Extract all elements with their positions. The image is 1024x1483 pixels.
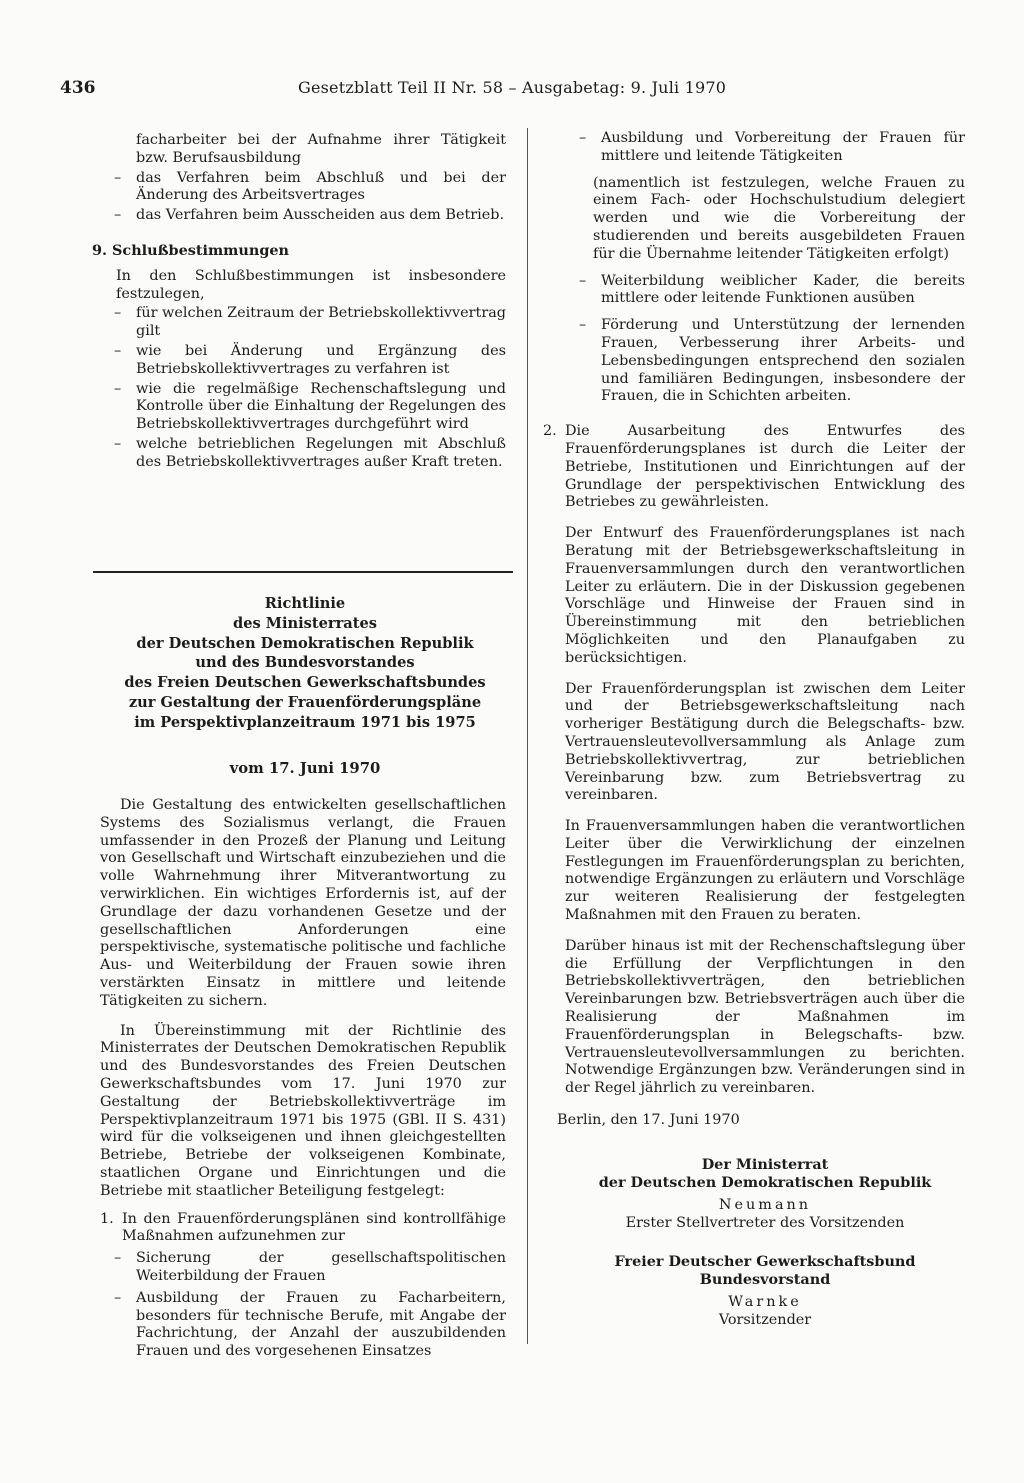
title-line: im Perspektivplanzeitraum 1971 bis 1975: [134, 713, 476, 731]
list-item: – Förderung und Unterstützung der lernenden Frauen, Verbesserung ihrer Arbeits- und Lebensbedingungen entsprechend den sozialen und familiären Bedingungen, insbesondere der Frauen, die in Schichten arbeiten.: [565, 317, 965, 406]
list-item: – für welchen Zeitraum der Betriebskollektivvertrag gilt: [100, 305, 506, 341]
right-column: [543, 130, 965, 1130]
title-line: der Deutschen Demokratischen Republik: [136, 634, 474, 652]
paragraph: Darüber hinaus ist mit der Rechenschaftslegung über die Erfüllung der Verpflichtungen in den Betriebskollektivverträgen, den betrieblichen Vereinbarungen bzw. Betriebsverträgen auch über die Realisierung der Maßnahmen im Frauenförderungsplan in Belegschafts- bzw. Vertrauensleutevollversammlungen zu berichten. Notwendige Ergänzungen bzw. Veränderungen sind in der Regel jährlich zu vereinbaren.: [565, 937, 965, 1097]
signature-fdgb: [570, 1253, 960, 1329]
signature-ministerrat: [570, 1156, 960, 1232]
list-item: – wie die regelmäßige Rechenschaftslegung und Kontrolle über die Einhaltung der Regelungen des Betriebskollektivvertrages durchgeführt wird: [100, 381, 506, 434]
signatory-name: Neumann: [718, 1197, 812, 1213]
item-number: 1.: [100, 1210, 114, 1227]
title-line: Richtlinie: [264, 595, 346, 612]
org-name: der Deutschen Demokratischen Republik: [598, 1174, 932, 1191]
list-item: – wie bei Änderung und Ergänzung des Betriebskollektivvertrages zu verfahren ist: [100, 343, 506, 379]
left-column-top: [92, 132, 506, 472]
title-line: des Freien Deutschen Gewerkschaftsbundes: [124, 674, 486, 692]
numbered-item: [543, 423, 965, 512]
title-line: des Ministerrates: [233, 614, 377, 632]
title-line: zur Gestaltung der Frauenförderungspläne: [128, 693, 482, 711]
gazette-header-title: Gesetzblatt Teil II Nr. 58 – Ausgabetag: 9. Juli 1970: [298, 78, 727, 97]
note-paragraph: (namentlich ist festzulegen, welche Frauen zu einem Fach- oder Hochschulstudium delegiert werden und wie die Vorbereitung der studierenden und bereits ausgebildeten Frauen für die Übernahme leitender Tätigkeiten erfolgt): [593, 174, 965, 262]
section-heading: 9. Schlußbestimmungen: [92, 241, 290, 259]
place-date: Berlin, den 17. Juni 1970: [557, 1112, 740, 1129]
list-item: – Ausbildung und Vorbereitung der Frauen für mittlere und leitende Tätigkeiten: [565, 130, 965, 166]
column-divider: [527, 128, 528, 1344]
item-number: 2.: [543, 423, 557, 440]
numbered-item: [100, 1211, 506, 1247]
paragraph: Der Entwurf des Frauenförderungsplanes ist nach Beratung mit der Betriebsgewerkschaftsleitung in Frauenversammlungen durch den verantwortlichen Leiter zu erläutern. Die in der Diskussion gegebenen Vorschläge und Hinweise der Frauen sind in Übereinstimmung mit den betrieblichen Möglichkeiten und den Planaufgaben zu berücksichtigen.: [565, 525, 965, 666]
list-item: – welche betrieblichen Regelungen mit Abschluß des Betriebskollektivvertrages außer Kraft treten.: [100, 436, 506, 472]
paragraph: In Frauenversammlungen haben die verantwortlichen Leiter über die Verwirklichung der einzelnen Festlegungen im Frauenförderungsplan zu berichten, notwendige Ergänzungen zu erläutern und Vorschläge zur weiteren Realisierung der festgelegten Maßnahmen mit den Frauen zu beraten.: [565, 818, 965, 924]
left-column-body: [100, 797, 506, 1361]
continued-text: facharbeiter bei der Aufnahme ihrer Tätigkeit bzw. Berufsausbildung: [136, 132, 506, 166]
section-intro: In den Schlußbestimmungen ist insbesondere festzulegen,: [116, 267, 506, 302]
paragraph: In Übereinstimmung mit der Richtlinie des Ministerrates der Deutschen Demokratischen Republik und des Bundesvorstandes des Freien Deutschen Gewerkschaftsbundes vom 17. Juni 1970 zur Gestaltung der Betriebskollektivverträge im Perspektivplanzeitraum 1971 bis 1975 (GBl. II S. 431) wird für die volkseigenen und ihnen gleichgestellten Betriebe, Betriebe der volkseigenen Kombinate, staatlichen Organe und Einrichtungen und die Betriebe mit staatlicher Beteiligung festgelegt:: [100, 1022, 506, 1199]
directive-title: [100, 594, 510, 733]
directive-date: vom 17. Juni 1970: [229, 760, 381, 777]
item-text: In den Frauenförderungsplänen sind kontrollfähige Maßnahmen aufzunehmen zur: [122, 1210, 506, 1245]
signatory-role: Vorsitzender: [718, 1312, 812, 1328]
org-name: Der Ministerrat: [701, 1156, 829, 1173]
page-number: 436: [60, 78, 96, 98]
paragraph: Die Gestaltung des entwickelten gesellschaftlichen Systems des Sozialismus verlangt, die Frauen umfassender in den Prozeß der Planung und Leitung von Gesellschaft und Wirtschaft einzubeziehen und die volle Wahrnehmung ihrer Mitverantwortung zu verwirklichen. Ein wichtiges Erfordernis ist, auf der Grundlage der dazu vorhandenen Gesetze und der gesellschaftlichen Anforderungen eine perspektivische, systematische politische und fachliche Aus- und Weiterbildung der Frauen sowie ihren verstärkten Einsatz in mittlere und leitende Tätigkeiten zu sichern.: [100, 797, 506, 1009]
list-item: – das Verfahren beim Ausscheiden aus dem Betrieb.: [100, 207, 506, 225]
item-text: Die Ausarbeitung des Entwurfes des Frauenförderungsplanes ist durch die Leiter der Betriebe, Institutionen und Einrichtungen auf der Grundlage der perspektivischen Entwicklung des Betriebes zu gewährleisten.: [565, 423, 965, 511]
org-name: Bundesvorstand: [699, 1271, 831, 1288]
page-header: [60, 78, 740, 100]
list-item: – das Verfahren beim Abschluß und bei der Änderung des Arbeitsvertrages: [100, 170, 506, 206]
list-item: – Ausbildung der Frauen zu Facharbeitern, besonders für technische Berufe, mit Angabe der Fachrichtung, der Anzahl der auszubildenden Frauen und des vorgesehenen Einsatzes: [100, 1290, 506, 1361]
signatory-name: Warnke: [728, 1294, 802, 1310]
list-item: – Weiterbildung weiblicher Kader, die bereits mittlere oder leitende Funktionen ausüben: [565, 273, 965, 309]
section-rule: [93, 571, 513, 573]
paragraph: Der Frauenförderungsplan ist zwischen dem Leiter und der Betriebsgewerkschaftsleitung nach vorheriger Bestätigung durch die Belegschafts- bzw. Vertrauensleutevollversammlung als Anlage zum Betriebskollektivvertrag, zur betrieblichen Vereinbarung bzw. zum Betriebsvertrag zu vereinbaren.: [565, 680, 965, 804]
title-line: und des Bundesvorstandes: [195, 654, 415, 672]
signatory-role: Erster Stellvertreter des Vorsitzenden: [625, 1215, 905, 1231]
list-item: – Sicherung der gesellschaftspolitischen Weiterbildung der Frauen: [100, 1250, 506, 1286]
org-name: Freier Deutscher Gewerkschaftsbund: [614, 1253, 916, 1270]
